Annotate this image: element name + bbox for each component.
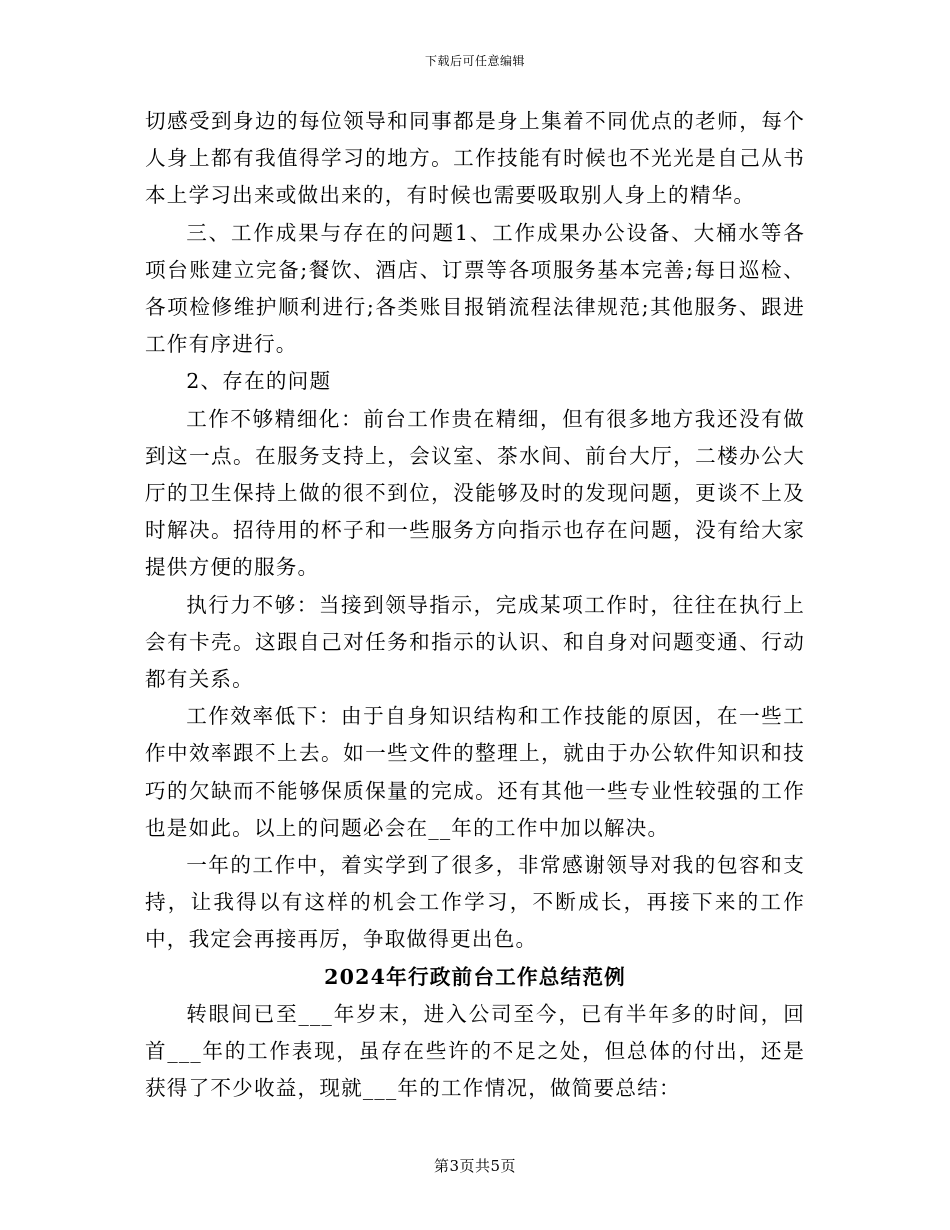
section-paragraph-1: 转眼间已至___年岁末，进入公司至今，已有半年多的时间，回首___年的工作表现，虽存在些许的不足之处，但总体的付出，还是获得了不少收益，现就___年的工作情况，做简要总结： bbox=[145, 1001, 805, 1101]
body-paragraph-7: 一年的工作中，着实学到了很多，非常感谢领导对我的包容和支持，让我得以有这样的机会工作学习，不断成长，再接下来的工作中，我定会再接再厉，争取做得更出色。 bbox=[145, 853, 805, 952]
section-title: 2024年行政前台工作总结范例 bbox=[324, 964, 626, 989]
document-body bbox=[145, 103, 805, 1107]
body-paragraph-4: 工作不够精细化：前台工作贵在精细，但有很多地方我还没有做到这一点。在服务支持上，会议室、茶水间、前台大厅，二楼办公大厅的卫生保持上做的很不到位，没能够及时的发现问题，更谈不上及时解决。招待用的杯子和一些服务方向指示也存在问题，没有给大家提供方便的服务。 bbox=[145, 406, 805, 580]
body-paragraph-2: 三、工作成果与存在的问题1、工作成果办公设备、大桶水等各项台账建立完备;餐饮、酒店、订票等各项服务基本完善;每日巡检、各项检修维护顺利进行;各类账目报销流程法律规范;其他服务、跟进工作有序进行。 bbox=[145, 220, 805, 357]
header-note: 下载后可任意编辑 bbox=[424, 54, 525, 68]
body-paragraph-1: 切感受到身边的每位领导和同事都是身上集着不同优点的老师，每个人身上都有我值得学习的地方。工作技能有时候也不光光是自己从书本上学习出来或做出来的，有时候也需要吸取别人身上的精华。 bbox=[145, 109, 805, 208]
body-paragraph-5: 执行力不够：当接到领导指示，完成某项工作时，往往在执行上会有卡壳。这跟自己对任务和指示的认识、和自身对问题变通、行动都有关系。 bbox=[145, 592, 805, 692]
body-paragraph-3: 2、存在的问题 bbox=[186, 369, 332, 394]
page-number: 第3页共5页 bbox=[433, 1157, 517, 1175]
body-paragraph-6: 工作效率低下：由于自身知识结构和工作技能的原因，在一些工作中效率跟不上去。如一些文件的整理上，就由于办公软件知识和技巧的欠缺而不能够保质保量的完成。还有其他一些专业性较强的工作也是如此。以上的问题必会在__年的工作中加以解决。 bbox=[145, 704, 805, 840]
